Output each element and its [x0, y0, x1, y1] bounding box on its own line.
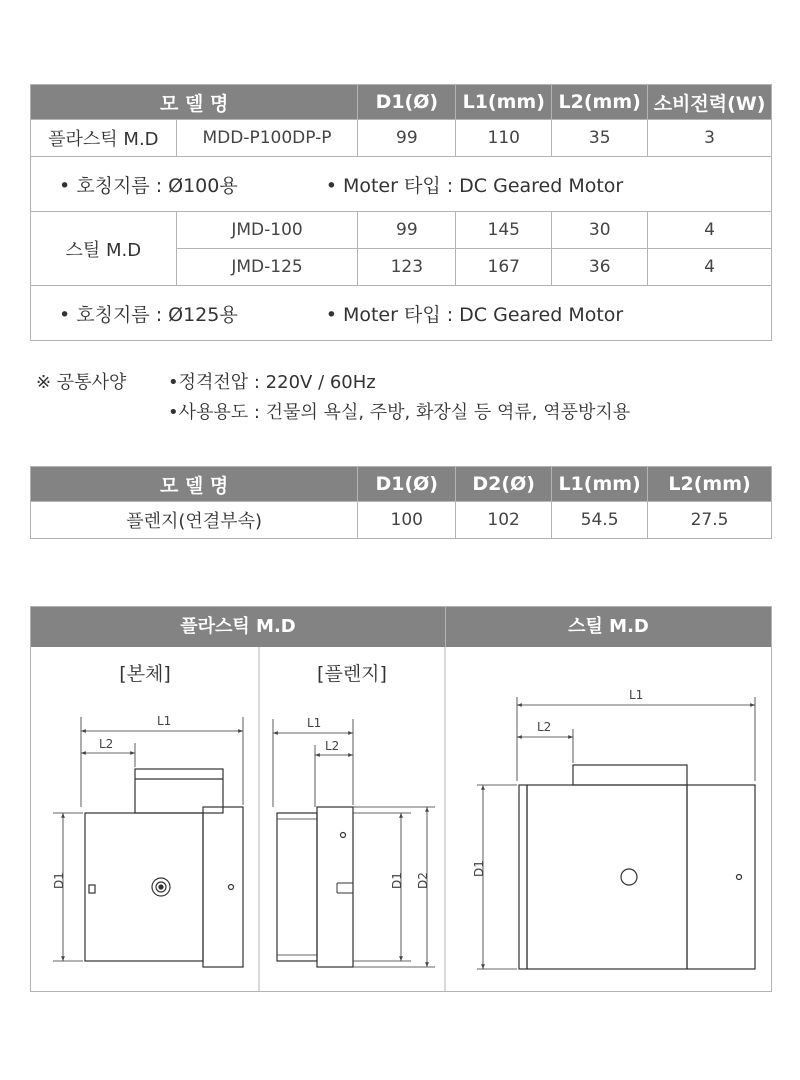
- plastic-note: [31, 157, 772, 212]
- header-power: 소비전력(W): [648, 85, 772, 120]
- dimension-diagram-panel: [30, 606, 772, 992]
- common-spec-line2: [168, 398, 630, 424]
- plastic-note-row: [31, 157, 772, 212]
- nominal-size: • 호칭지름 : Ø125용: [59, 303, 238, 326]
- nominal-size: • 호칭지름 : Ø100용: [59, 174, 238, 197]
- header-l2: L2(mm): [648, 467, 772, 502]
- group-plastic: 플라스틱 M.D: [31, 120, 177, 157]
- rated-voltage: •정격전압 : 220V / 60Hz: [168, 372, 376, 393]
- flange-label: [플렌지]: [317, 663, 387, 685]
- d1-cell: 100: [358, 502, 456, 539]
- header-model-name: 모 델 명: [31, 85, 358, 120]
- usage: •사용용도 : 건물의 욕실, 주방, 화장실 등 역류, 역풍방지용: [168, 402, 631, 423]
- body-label: [본체]: [119, 663, 171, 685]
- dim-l2: L2: [325, 739, 340, 753]
- common-spec-line1: [36, 368, 376, 394]
- dim-l1: L1: [629, 688, 644, 702]
- dim-l1: L1: [307, 716, 322, 730]
- table-row: [31, 212, 772, 249]
- spec-table-flange: [30, 466, 772, 539]
- dim-l1: L1: [157, 714, 172, 728]
- flange-table-header: [31, 467, 772, 502]
- plastic-body-drawing: [53, 717, 243, 967]
- table-row: [31, 502, 772, 539]
- model-cell: JMD-125: [176, 249, 358, 286]
- spec-table-header: [31, 85, 772, 120]
- dimension-drawings: [31, 607, 771, 991]
- l2-cell: 35: [552, 120, 648, 157]
- spec-table-main: [30, 84, 772, 341]
- steel-drawing: [477, 697, 755, 969]
- model-cell: MDD-P100DP-P: [176, 120, 358, 157]
- power-cell: 4: [648, 212, 772, 249]
- d1-cell: 99: [358, 212, 456, 249]
- motor-type: • Moter 타입 : DC Geared Motor: [325, 303, 624, 326]
- d2-cell: 102: [456, 502, 552, 539]
- d1-cell: 123: [358, 249, 456, 286]
- header-d1: D1(Ø): [358, 467, 456, 502]
- power-cell: 3: [648, 120, 772, 157]
- l1-cell: 167: [456, 249, 552, 286]
- power-cell: 4: [648, 249, 772, 286]
- dim-d1: D1: [390, 872, 404, 889]
- steel-diagram-header: 스틸 M.D: [446, 607, 771, 647]
- header-l1: L1(mm): [552, 467, 648, 502]
- flange-name: 플렌지(연결부속): [31, 502, 358, 539]
- group-steel: 스틸 M.D: [31, 212, 177, 286]
- motor-type: • Moter 타입 : DC Geared Motor: [325, 174, 624, 197]
- l2-cell: 30: [552, 212, 648, 249]
- plastic-diagram-header: 플라스틱 M.D: [31, 607, 446, 647]
- model-cell: JMD-100: [176, 212, 358, 249]
- dim-l2: L2: [537, 720, 552, 734]
- header-l2: L2(mm): [552, 85, 648, 120]
- l2-cell: 36: [552, 249, 648, 286]
- header-l1: L1(mm): [456, 85, 552, 120]
- header-d1: D1(Ø): [358, 85, 456, 120]
- l1-cell: 54.5: [552, 502, 648, 539]
- common-spec-title: ※ 공통사양: [36, 372, 127, 393]
- l2-cell: 27.5: [648, 502, 772, 539]
- dim-l2: L2: [99, 737, 114, 751]
- table-row: [31, 120, 772, 157]
- dim-d1: D1: [52, 872, 66, 889]
- steel-note-row: [31, 286, 772, 341]
- header-d2: D2(Ø): [456, 467, 552, 502]
- header-model-name: 모 델 명: [31, 467, 358, 502]
- steel-note: [31, 286, 772, 341]
- l1-cell: 110: [456, 120, 552, 157]
- l1-cell: 145: [456, 212, 552, 249]
- flange-drawing: [273, 719, 435, 967]
- d1-cell: 99: [358, 120, 456, 157]
- dim-d2: D2: [416, 872, 430, 889]
- dim-d1: D1: [472, 860, 486, 877]
